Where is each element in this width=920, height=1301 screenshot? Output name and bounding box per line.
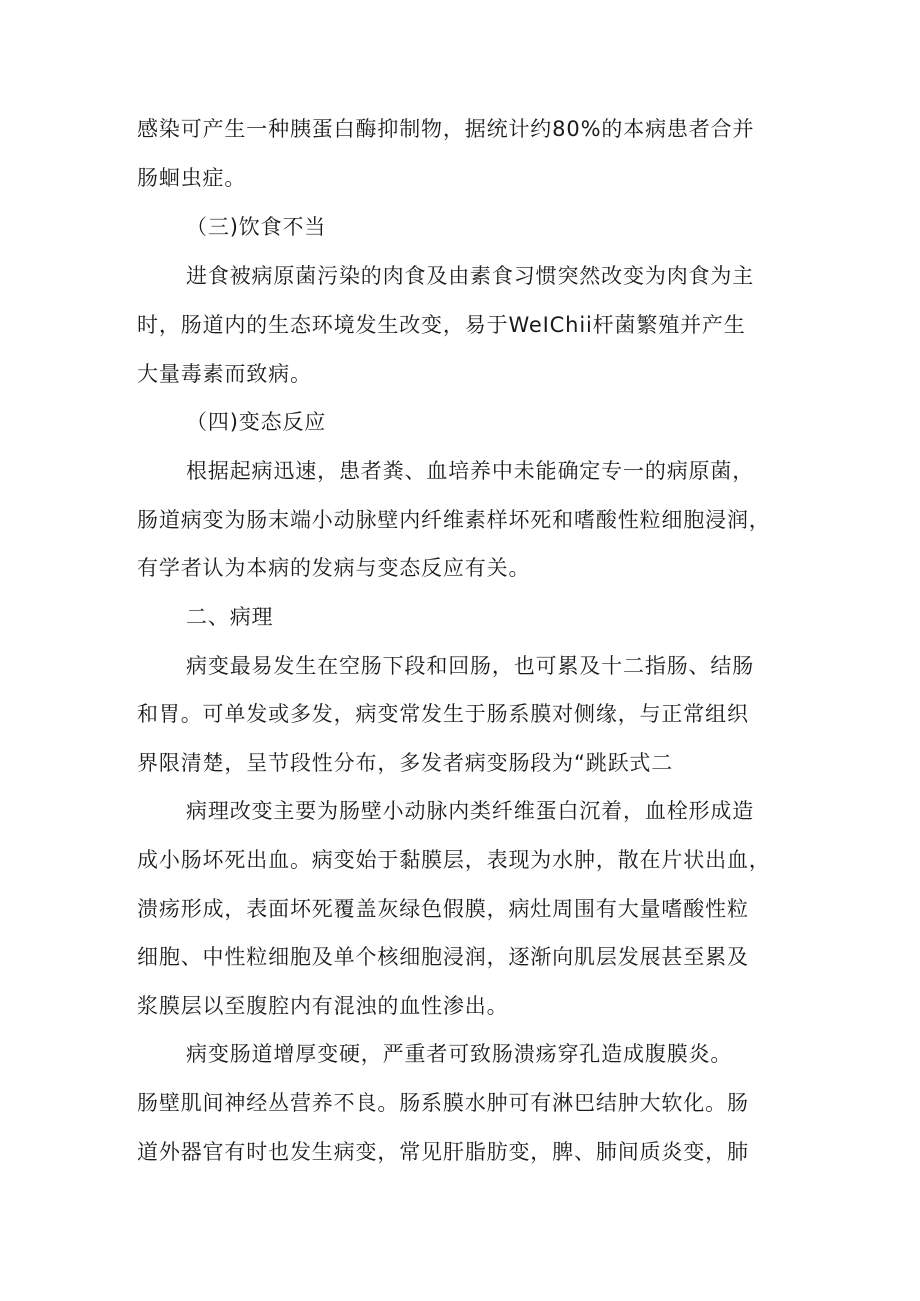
text-line: 进食被病原菌污染的肉食及由素食习惯突然改变为肉食为主	[186, 264, 755, 288]
text-line: 和胃。可单发或多发，病变常发生于肠系膜对侧缘，与正常组织	[137, 702, 749, 726]
text-line: 界限清楚，呈节段性分布，多发者病变肠段为“跳跃式二	[137, 751, 674, 775]
text-line: 浆膜层以至腹腔内有混浊的血性渗出。	[137, 994, 509, 1018]
text-line: 肠壁肌间神经丛营养不良。肠系膜水肿可有淋巴结肿大软化。肠	[137, 1091, 749, 1115]
section-heading: （四)变态反应	[186, 410, 327, 434]
text-line: 成小肠坏死出血。病变始于黏膜层，表现为水肿，散在片状出血，	[137, 848, 771, 872]
text-line: 病变肠道增厚变硬，严重者可致肠溃疡穿孔造成腹膜炎。	[186, 1042, 733, 1066]
text-line: 溃疡形成，表面坏死覆盖灰绿色假膜，病灶周围有大量嗜酸性粒	[137, 897, 749, 921]
text-line: 有学者认为本病的发病与变态反应有关。	[137, 556, 531, 580]
text-line: 病变最易发生在空肠下段和回肠，也可累及十二指肠、结肠	[186, 654, 755, 678]
section-heading: （三)饮食不当	[186, 215, 327, 239]
text-line: 肠道病变为肠末端小动脉壁内纤维素样坏死和嗜酸性粒细胞浸润，	[137, 508, 771, 532]
text-line: 肠蛔虫症。	[137, 166, 247, 190]
text-line: 感染可产生一种胰蛋白酶抑制物，据统计约80%的本病患者合并	[137, 117, 755, 141]
text-line: 时，肠道内的生态环境发生改变，易于WeIChii杆菌繁殖并产生	[137, 313, 746, 337]
text-line: 根据起病迅速，患者粪、血培养中未能确定专一的病原菌，	[186, 459, 755, 483]
text-line: 道外器官有时也发生病变，常见肝脂肪变，脾、肺间质炎变，肺	[137, 1140, 749, 1164]
text-line: 病理改变主要为肠壁小动脉内类纤维蛋白沉着，血栓形成造	[186, 799, 755, 823]
text-line: 大量毒素而致病。	[137, 362, 312, 386]
section-heading: 二、病理	[186, 605, 274, 629]
text-line: 细胞、中性粒细胞及单个核细胞浸润，逐渐向肌层发展甚至累及	[137, 945, 749, 969]
